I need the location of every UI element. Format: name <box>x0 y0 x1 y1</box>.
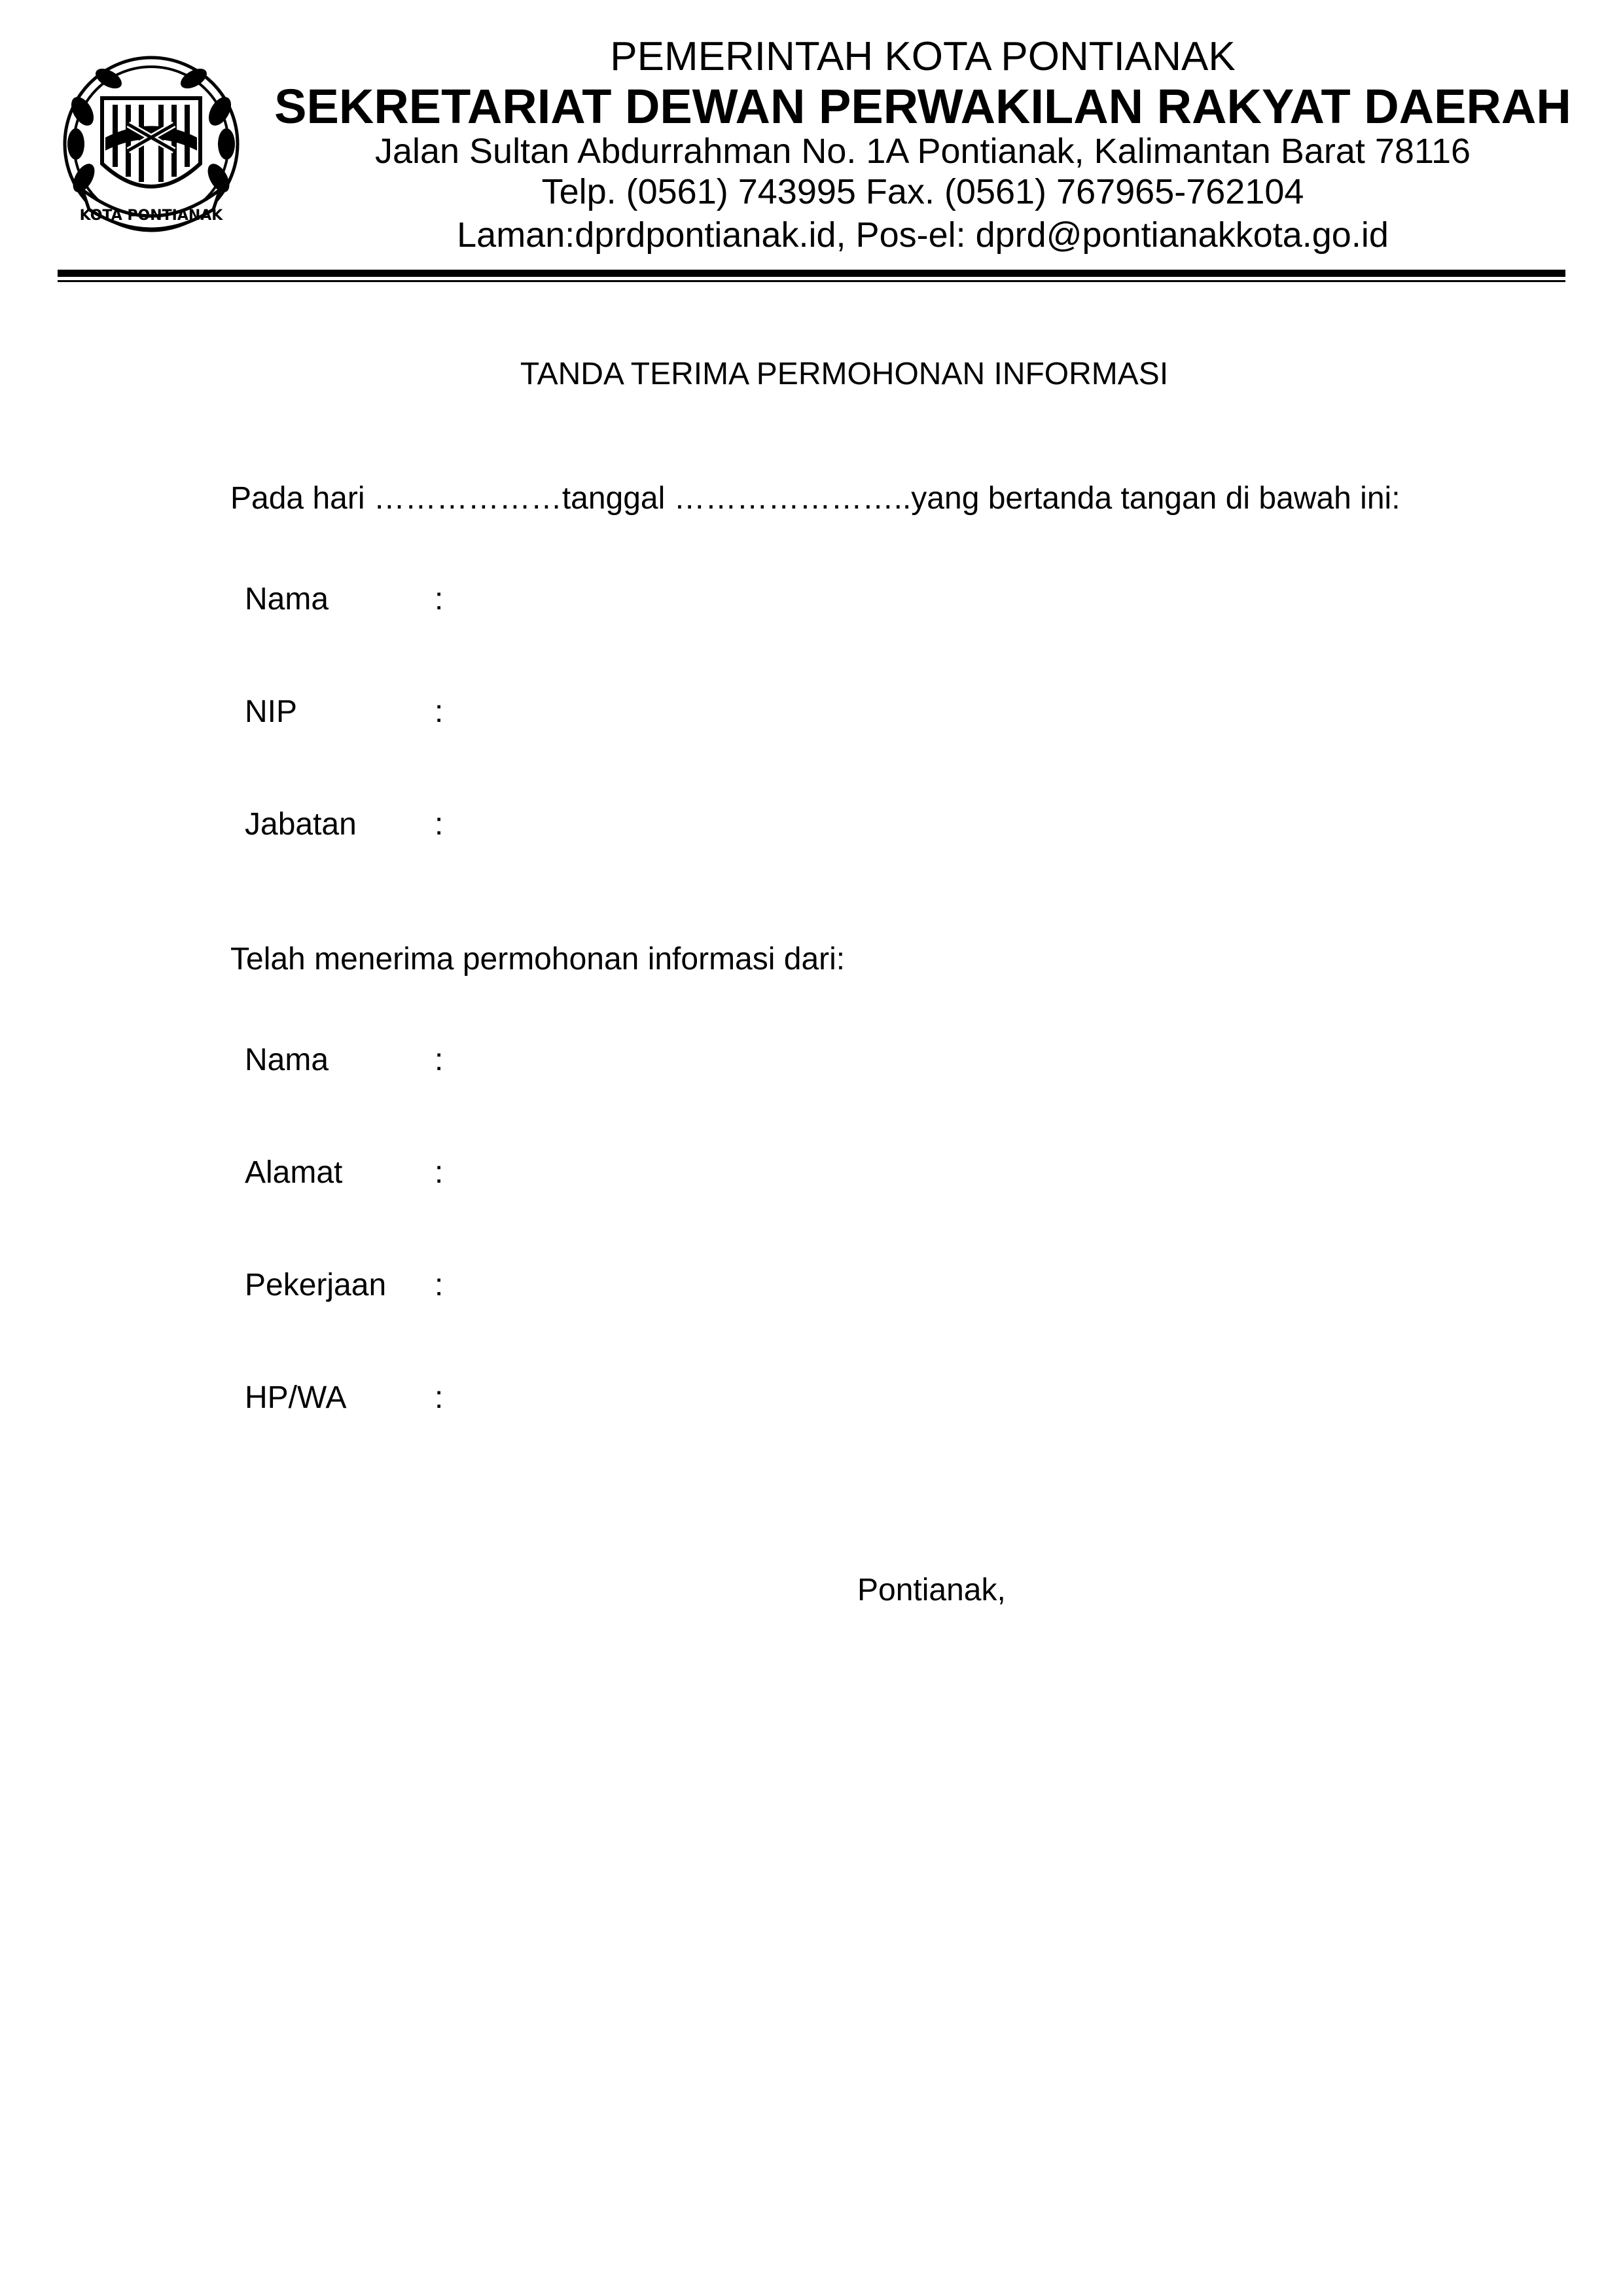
applicant-phone-field[interactable] <box>245 1382 1488 1419</box>
receiver-name-field[interactable] <box>245 584 1488 620</box>
field-separator: : <box>435 807 444 842</box>
field-label: HP/WA <box>245 1380 347 1415</box>
applicant-occupation-field[interactable] <box>245 1270 1488 1306</box>
kota-pontianak-emblem-icon <box>56 52 246 242</box>
office-name: SEKRETARIAT DEWAN PERWAKILAN RAKYAT DAERAH <box>274 79 1571 134</box>
field-separator: : <box>435 1155 444 1190</box>
signature-place: Pontianak, <box>857 1573 1006 1607</box>
field-separator: : <box>435 1043 444 1077</box>
office-address: Jalan Sultan Abdurrahman No. 1A Pontianak, Kalimantan Barat 78116 <box>374 132 1471 171</box>
applicant-name-field[interactable] <box>245 1045 1488 1081</box>
letterhead-divider-thin <box>58 280 1565 282</box>
office-web-email: Laman:dprdpontianak.id, Pos-el: dprd@pontianakkota.go.id <box>457 215 1389 255</box>
letterhead-divider-thick <box>58 270 1565 277</box>
letterhead <box>0 0 1623 288</box>
received-from-sentence: Telah menerima permohonan informasi dari: <box>230 942 846 977</box>
receiver-position-field[interactable] <box>245 809 1488 846</box>
field-separator: : <box>435 1268 444 1302</box>
field-label: Nama <box>245 582 329 617</box>
field-label: Pekerjaan <box>245 1268 387 1302</box>
applicant-address-field[interactable] <box>245 1157 1488 1194</box>
office-phone: Telp. (0561) 743995 Fax. (0561) 767965-762104 <box>541 172 1304 211</box>
field-label: Alamat <box>245 1155 343 1190</box>
government-name: PEMERINTAH KOTA PONTIANAK <box>610 34 1236 79</box>
field-label: NIP <box>245 694 298 729</box>
field-separator: : <box>435 694 444 729</box>
svg-text:KOTA PONTIANAK: KOTA PONTIANAK <box>79 207 223 224</box>
field-separator: : <box>435 1380 444 1415</box>
field-label: Jabatan <box>245 807 357 842</box>
intro-sentence: Pada hari ………………tanggal …………………..yang bertanda tangan di bawah ini: <box>230 481 1400 516</box>
receiver-nip-field[interactable] <box>245 696 1488 733</box>
field-label: Nama <box>245 1043 329 1077</box>
field-separator: : <box>435 582 444 617</box>
document-title: TANDA TERIMA PERMOHONAN INFORMASI <box>520 357 1169 391</box>
